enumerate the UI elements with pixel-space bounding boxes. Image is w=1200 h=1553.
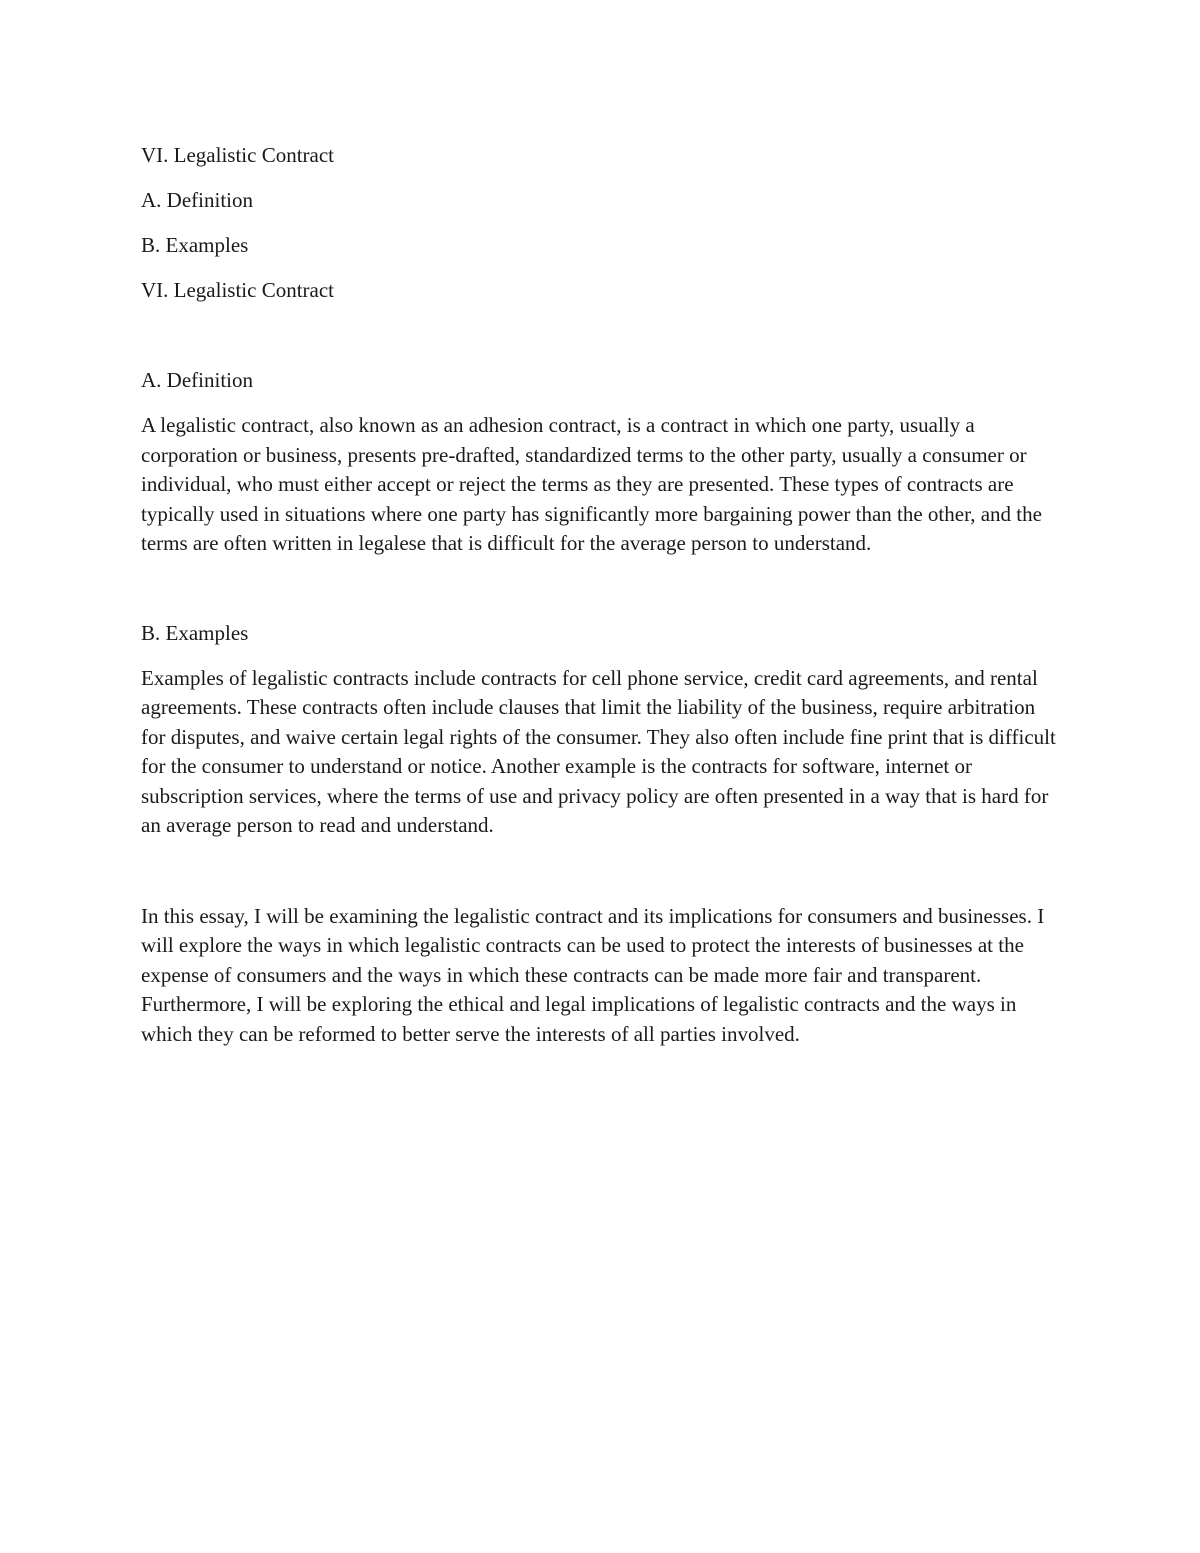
examples-heading: B. Examples bbox=[141, 620, 249, 645]
definition-paragraph: A legalistic contract, also known as an adhesion contract, is a contract in which one party, usually a corporation or business, presents pre-drafted, standardized terms to the other party, usually a consumer or individual, who must either accept or reject the terms as they are presented. These types of contracts are typically used in situations where one party has significantly more bargaining power than the other, and the terms are often written in legalese that is difficult for the average person to understand. bbox=[141, 413, 1042, 555]
outline-item-examples: B. Examples bbox=[141, 233, 249, 257]
essay-section bbox=[141, 902, 1061, 1050]
document-body bbox=[141, 141, 1061, 1049]
examples-paragraph: Examples of legalistic contracts include contracts for cell phone service, credit card agreements, and rental agreements. These contracts often include clauses that limit the liability of the business, require arbitration for disputes, and waive certain legal rights of the consumer. They also often include fine print that is difficult for the consumer to understand or notice. Another example is the contracts for software, internet or subscription services, where the terms of use and privacy policy are often presented in a way that is hard for an average person to read and understand. bbox=[141, 665, 1056, 837]
outline-list bbox=[141, 141, 1061, 306]
examples-section bbox=[141, 619, 1061, 841]
essay-paragraph: In this essay, I will be examining the legalistic contract and its implications for consumers and businesses. I will explore the ways in which legalistic contracts can be used to protect the interests of businesses at the expense of consumers and the ways in which these contracts can be made more fair and transparent. Furthermore, I will be exploring the ethical and legal implications of legalistic contracts and the ways in which they can be reformed to better serve the interests of all parties involved. bbox=[141, 903, 1045, 1046]
outline-item-definition: A. Definition bbox=[141, 188, 253, 212]
definition-section bbox=[141, 366, 1061, 559]
outline-item-title: VI. Legalistic Contract bbox=[141, 143, 335, 167]
definition-heading: A. Definition bbox=[141, 368, 253, 392]
outline-item-title-repeat: VI. Legalistic Contract bbox=[141, 278, 335, 302]
